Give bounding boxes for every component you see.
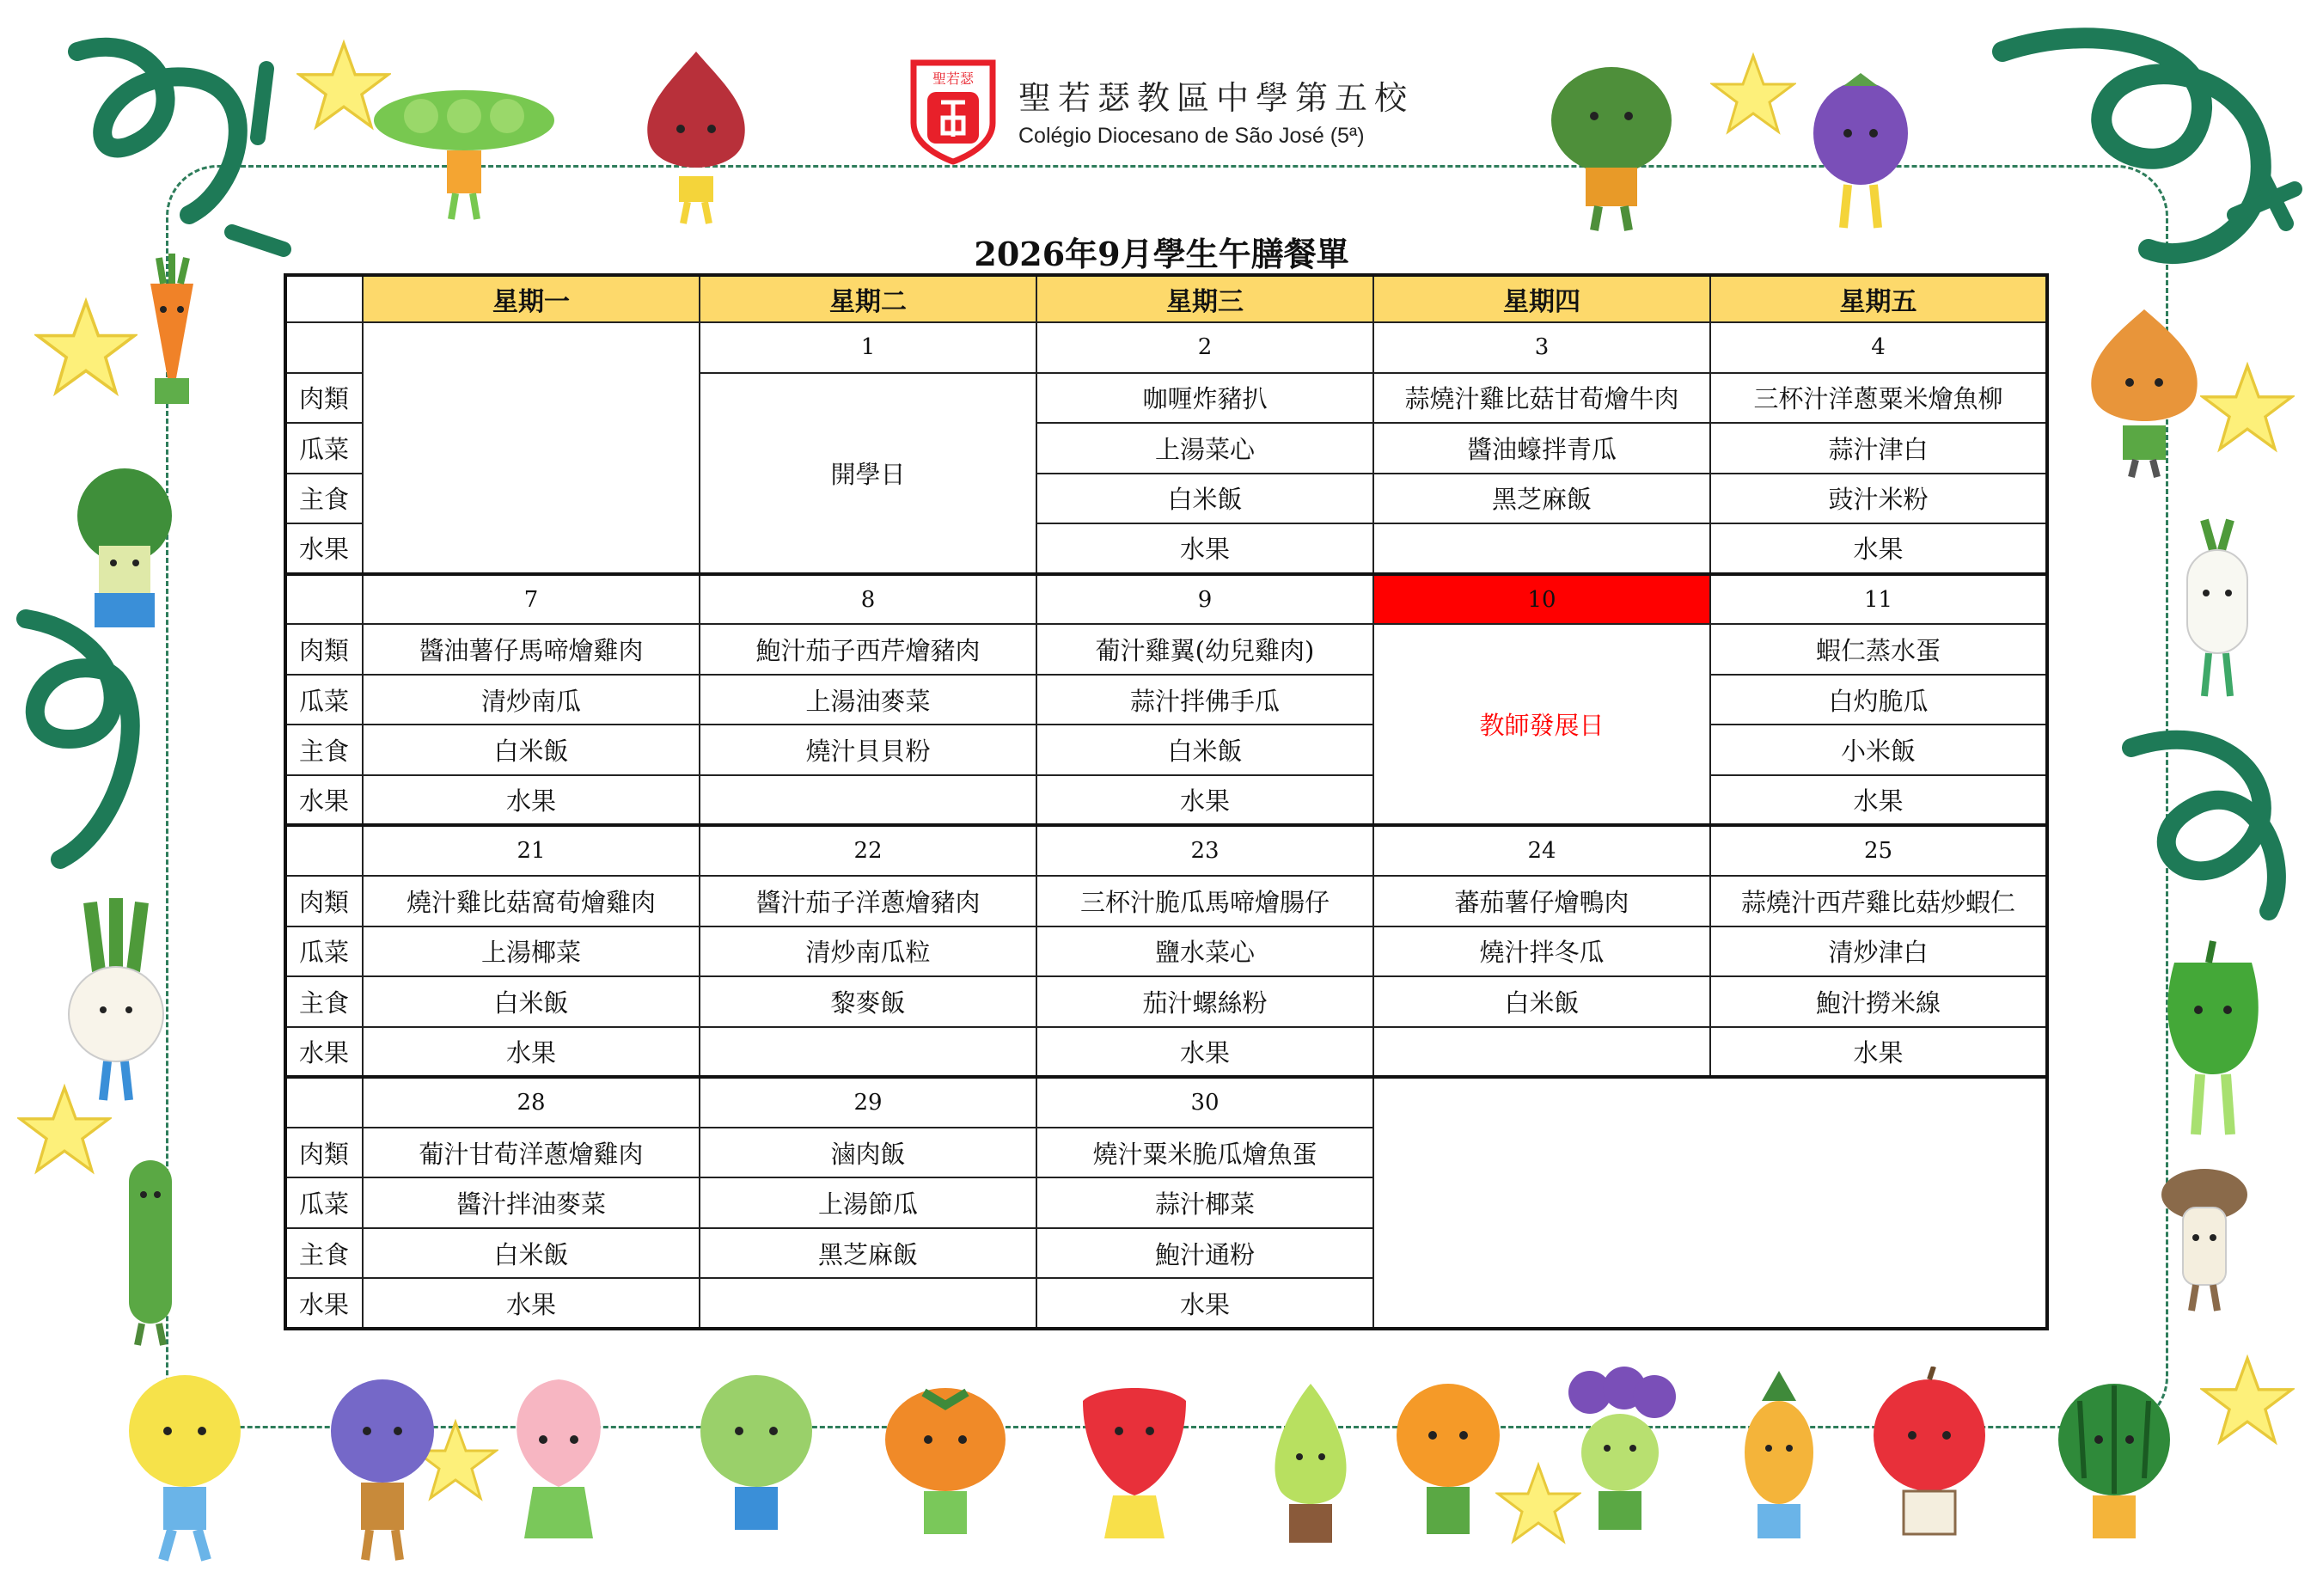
menu-cell: 清炒津白 (1710, 926, 2047, 977)
menu-cell (1373, 1027, 1710, 1078)
menu-cell: 黎麥飯 (700, 976, 1036, 1027)
menu-cell (700, 1278, 1036, 1329)
star-icon (34, 297, 138, 400)
eggplant-icon (1796, 64, 1925, 236)
turnip-icon (47, 894, 185, 1109)
holiday-date-cell: 10 (1373, 574, 1710, 625)
school-logo-icon (907, 54, 1000, 166)
menu-cell: 三杯汁脆瓜馬啼燴腸仔 (1036, 876, 1373, 926)
swirl-left-icon (9, 602, 155, 894)
menu-cell: 燒汁粟米脆瓜燴魚蛋 (1036, 1128, 1373, 1178)
menu-cell: 水果 (1036, 1278, 1373, 1329)
empty-cell (1373, 1077, 2047, 1329)
lunch-menu-table (284, 273, 2049, 1330)
menu-cell: 醬汁拌油麥菜 (363, 1177, 700, 1228)
pepper-icon (2149, 937, 2277, 1143)
table-row (285, 725, 2047, 775)
grape-icon (1547, 1358, 1693, 1564)
date-cell: 24 (1373, 825, 1710, 876)
orange-icon (1384, 1375, 1513, 1564)
pear-icon (112, 1367, 258, 1564)
table-row (285, 775, 2047, 826)
menu-cell: 燒汁雞比菇窩荀燴雞肉 (363, 876, 700, 926)
menu-cell: 鮑汁茄子西芹燴豬肉 (700, 624, 1036, 675)
carrot-icon (125, 249, 219, 421)
date-cell: 25 (1710, 825, 2047, 876)
menu-cell: 蒜汁椰菜 (1036, 1177, 1373, 1228)
category-label: 瓜菜 (285, 423, 363, 474)
date-cell: 2 (1036, 322, 1373, 373)
date-row (285, 1077, 2047, 1128)
menu-cell: 燒汁拌冬瓜 (1373, 926, 1710, 977)
radish-icon (2166, 516, 2269, 705)
pea-icon (370, 69, 559, 223)
menu-cell: 白米飯 (1036, 725, 1373, 775)
category-label: 肉類 (285, 373, 363, 424)
menu-cell: 黑芝麻飯 (700, 1228, 1036, 1279)
onion-icon (636, 47, 756, 228)
category-label: 主食 (285, 474, 363, 524)
date-cell: 8 (700, 574, 1036, 625)
menu-cell: 燒汁貝貝粉 (700, 725, 1036, 775)
menu-cell: 水果 (1036, 523, 1373, 574)
menu-cell: 蒜燒汁雞比菇甘荀燴牛肉 (1373, 373, 1710, 424)
menu-cell: 蕃茄薯仔燴鴨肉 (1373, 876, 1710, 926)
date-cell: 3 (1373, 322, 1710, 373)
apple-icon (1856, 1367, 2002, 1564)
teacher-development-day: 教師發展日 (1373, 624, 1710, 825)
menu-cell: 白米飯 (1036, 474, 1373, 524)
menu-cell: 水果 (1710, 523, 2047, 574)
day-header: 星期三 (1036, 275, 1373, 322)
date-cell: 7 (363, 574, 700, 625)
category-label: 肉類 (285, 624, 363, 675)
menu-cell (700, 1027, 1036, 1078)
menu-cell: 水果 (363, 775, 700, 826)
date-cell: 11 (1710, 574, 2047, 625)
category-label: 瓜菜 (285, 1177, 363, 1228)
peach-icon (490, 1367, 627, 1564)
menu-cell: 清炒南瓜 (363, 675, 700, 725)
category-label: 瓜菜 (285, 926, 363, 977)
category-label: 主食 (285, 1228, 363, 1279)
category-label: 水果 (285, 523, 363, 574)
category-label: 水果 (285, 775, 363, 826)
menu-cell: 水果 (1710, 1027, 2047, 1078)
date-row (285, 322, 2047, 373)
menu-cell: 醬油薯仔馬啼燴雞肉 (363, 624, 700, 675)
menu-cell: 白米飯 (363, 976, 700, 1027)
menu-cell: 醬汁茄子洋蔥燴豬肉 (700, 876, 1036, 926)
category-label: 肉類 (285, 876, 363, 926)
category-label: 水果 (285, 1278, 363, 1329)
menu-cell: 葡汁雞翼(幼兒雞肉) (1036, 624, 1373, 675)
date-row (285, 825, 2047, 876)
menu-cell: 黑芝麻飯 (1373, 474, 1710, 524)
watermelon-icon (2045, 1375, 2183, 1564)
date-cell: 28 (363, 1077, 700, 1128)
menu-cell: 葡汁甘荀洋蔥燴雞肉 (363, 1128, 700, 1178)
table-row (285, 1027, 2047, 1078)
cucumber-icon (103, 1152, 198, 1349)
date-cell: 30 (1036, 1077, 1373, 1128)
empty-cell (363, 322, 700, 574)
menu-cell: 白米飯 (363, 1228, 700, 1279)
strawberry-icon (1066, 1367, 1203, 1564)
menu-cell: 水果 (363, 1278, 700, 1329)
menu-cell: 鹽水菜心 (1036, 926, 1373, 977)
category-label: 瓜菜 (285, 675, 363, 725)
menu-cell: 鮑汁撈米線 (1710, 976, 2047, 1027)
star-icon (2200, 361, 2295, 456)
menu-cell: 水果 (363, 1027, 700, 1078)
page-title: 2026年9月學生午膳餐單 (974, 235, 1349, 273)
menu-cell: 蒜燒汁西芹雞比菇炒蝦仁 (1710, 876, 2047, 926)
menu-cell: 咖喱炸豬扒 (1036, 373, 1373, 424)
menu-cell: 三杯汁洋蔥粟米燴魚柳 (1710, 373, 2047, 424)
menu-cell: 蒜汁拌佛手瓜 (1036, 675, 1373, 725)
pear-icon (1255, 1375, 1366, 1564)
menu-cell: 滷肉飯 (700, 1128, 1036, 1178)
menu-cell: 上湯椰菜 (363, 926, 700, 977)
school-header (907, 50, 1414, 170)
menu-cell: 小米飯 (1710, 725, 2047, 775)
menu-cell: 蒜汁津白 (1710, 423, 2047, 474)
category-label: 水果 (285, 1027, 363, 1078)
svg-text:聖若瑟: 聖若瑟 (932, 70, 975, 87)
blueberry-icon (318, 1367, 447, 1564)
menu-cell: 水果 (1710, 775, 2047, 826)
corner-cell (285, 275, 363, 322)
broccoli-icon (52, 464, 198, 645)
persimmon-icon (877, 1375, 1014, 1564)
menu-cell: 白米飯 (363, 725, 700, 775)
onion-icon (2080, 301, 2209, 481)
category-label: 肉類 (285, 1128, 363, 1178)
date-cell: 29 (700, 1077, 1036, 1128)
pepper-icon (1530, 60, 1693, 232)
day-header: 星期四 (1373, 275, 1710, 322)
menu-cell: 茄汁螺絲粉 (1036, 976, 1373, 1027)
school-name-zh: 聖若瑟教區中學第五校 (1018, 79, 1415, 117)
date-cell: 22 (700, 825, 1036, 876)
school-opening-day: 開學日 (700, 373, 1036, 574)
table-row (285, 675, 2047, 725)
day-header: 星期二 (700, 275, 1036, 322)
date-row (285, 574, 2047, 625)
melon-icon (688, 1367, 825, 1564)
menu-cell: 水果 (1036, 1027, 1373, 1078)
menu-cell: 清炒南瓜粒 (700, 926, 1036, 977)
table-row (285, 876, 2047, 926)
category-label: 主食 (285, 976, 363, 1027)
date-cell: 4 (1710, 322, 2047, 373)
menu-cell: 醬油蠔拌青瓜 (1373, 423, 1710, 474)
menu-cell (700, 775, 1036, 826)
menu-cell: 上湯節瓜 (700, 1177, 1036, 1228)
menu-cell: 豉汁米粉 (1710, 474, 2047, 524)
category-label: 主食 (285, 725, 363, 775)
school-name-block (1018, 71, 1414, 149)
swirl-right-icon (2097, 713, 2303, 937)
menu-cell: 白米飯 (1373, 976, 1710, 1027)
date-cell: 23 (1036, 825, 1373, 876)
menu-cell (1373, 523, 1710, 574)
date-cell: 9 (1036, 574, 1373, 625)
date-cell: 21 (363, 825, 700, 876)
date-cell: 1 (700, 322, 1036, 373)
menu-cell: 水果 (1036, 775, 1373, 826)
menu-cell: 蝦仁蒸水蛋 (1710, 624, 2047, 675)
star-icon (2200, 1354, 2295, 1448)
table-row (285, 926, 2047, 977)
menu-cell: 白灼脆瓜 (1710, 675, 2047, 725)
menu-cell: 鮑汁通粉 (1036, 1228, 1373, 1279)
star-icon (1710, 52, 1796, 138)
mushroom-icon (2149, 1160, 2260, 1315)
menu-cell: 上湯油麥菜 (700, 675, 1036, 725)
day-header: 星期五 (1710, 275, 2047, 322)
table-header-row (285, 275, 2047, 322)
table-row (285, 976, 2047, 1027)
pineapple-icon (1727, 1367, 1831, 1564)
day-header: 星期一 (363, 275, 700, 322)
menu-cell: 上湯菜心 (1036, 423, 1373, 474)
school-name-pt: Colégio Diocesano de São José (5ª) (1018, 124, 1365, 148)
table-row (285, 624, 2047, 675)
